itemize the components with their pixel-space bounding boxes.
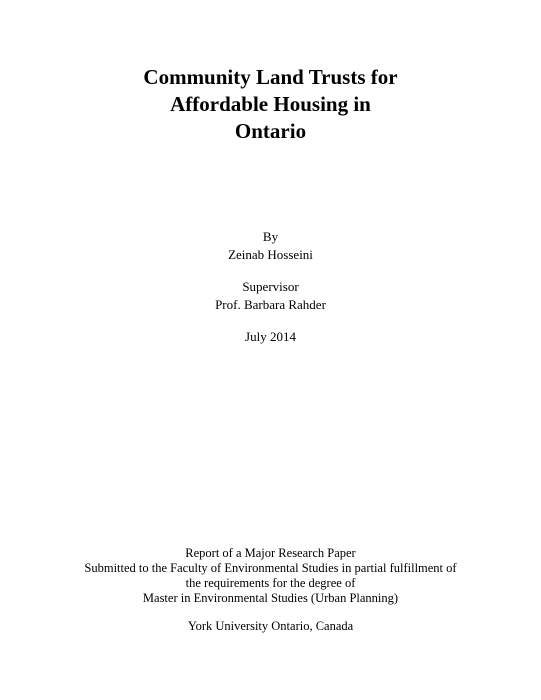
report-line-3: the requirements for the degree of bbox=[185, 576, 356, 590]
title-line-1: Community Land Trusts for bbox=[143, 65, 398, 89]
supervisor-label: Supervisor bbox=[242, 279, 299, 294]
by-label: By bbox=[262, 229, 279, 244]
report-line-1: Report of a Major Research Paper bbox=[185, 546, 356, 560]
report-statement bbox=[0, 546, 541, 634]
title-line-2: Affordable Housing in bbox=[170, 92, 371, 116]
institution-location: York University Ontario, Canada bbox=[187, 619, 354, 633]
author-name: Zeinab Hosseini bbox=[228, 247, 313, 262]
byline-spacer bbox=[0, 264, 541, 278]
report-line-2: Submitted to the Faculty of Environmental Studies in partial fulfillment of bbox=[84, 561, 457, 575]
document-title bbox=[0, 64, 541, 145]
document-date: July 2014 bbox=[245, 329, 296, 344]
byline-block bbox=[0, 228, 541, 346]
report-line-4: Master in Environmental Studies (Urban Planning) bbox=[142, 591, 399, 605]
title-line-3: Ontario bbox=[234, 119, 307, 143]
date-spacer bbox=[0, 314, 541, 328]
supervisor-name: Prof. Barbara Rahder bbox=[215, 297, 326, 312]
